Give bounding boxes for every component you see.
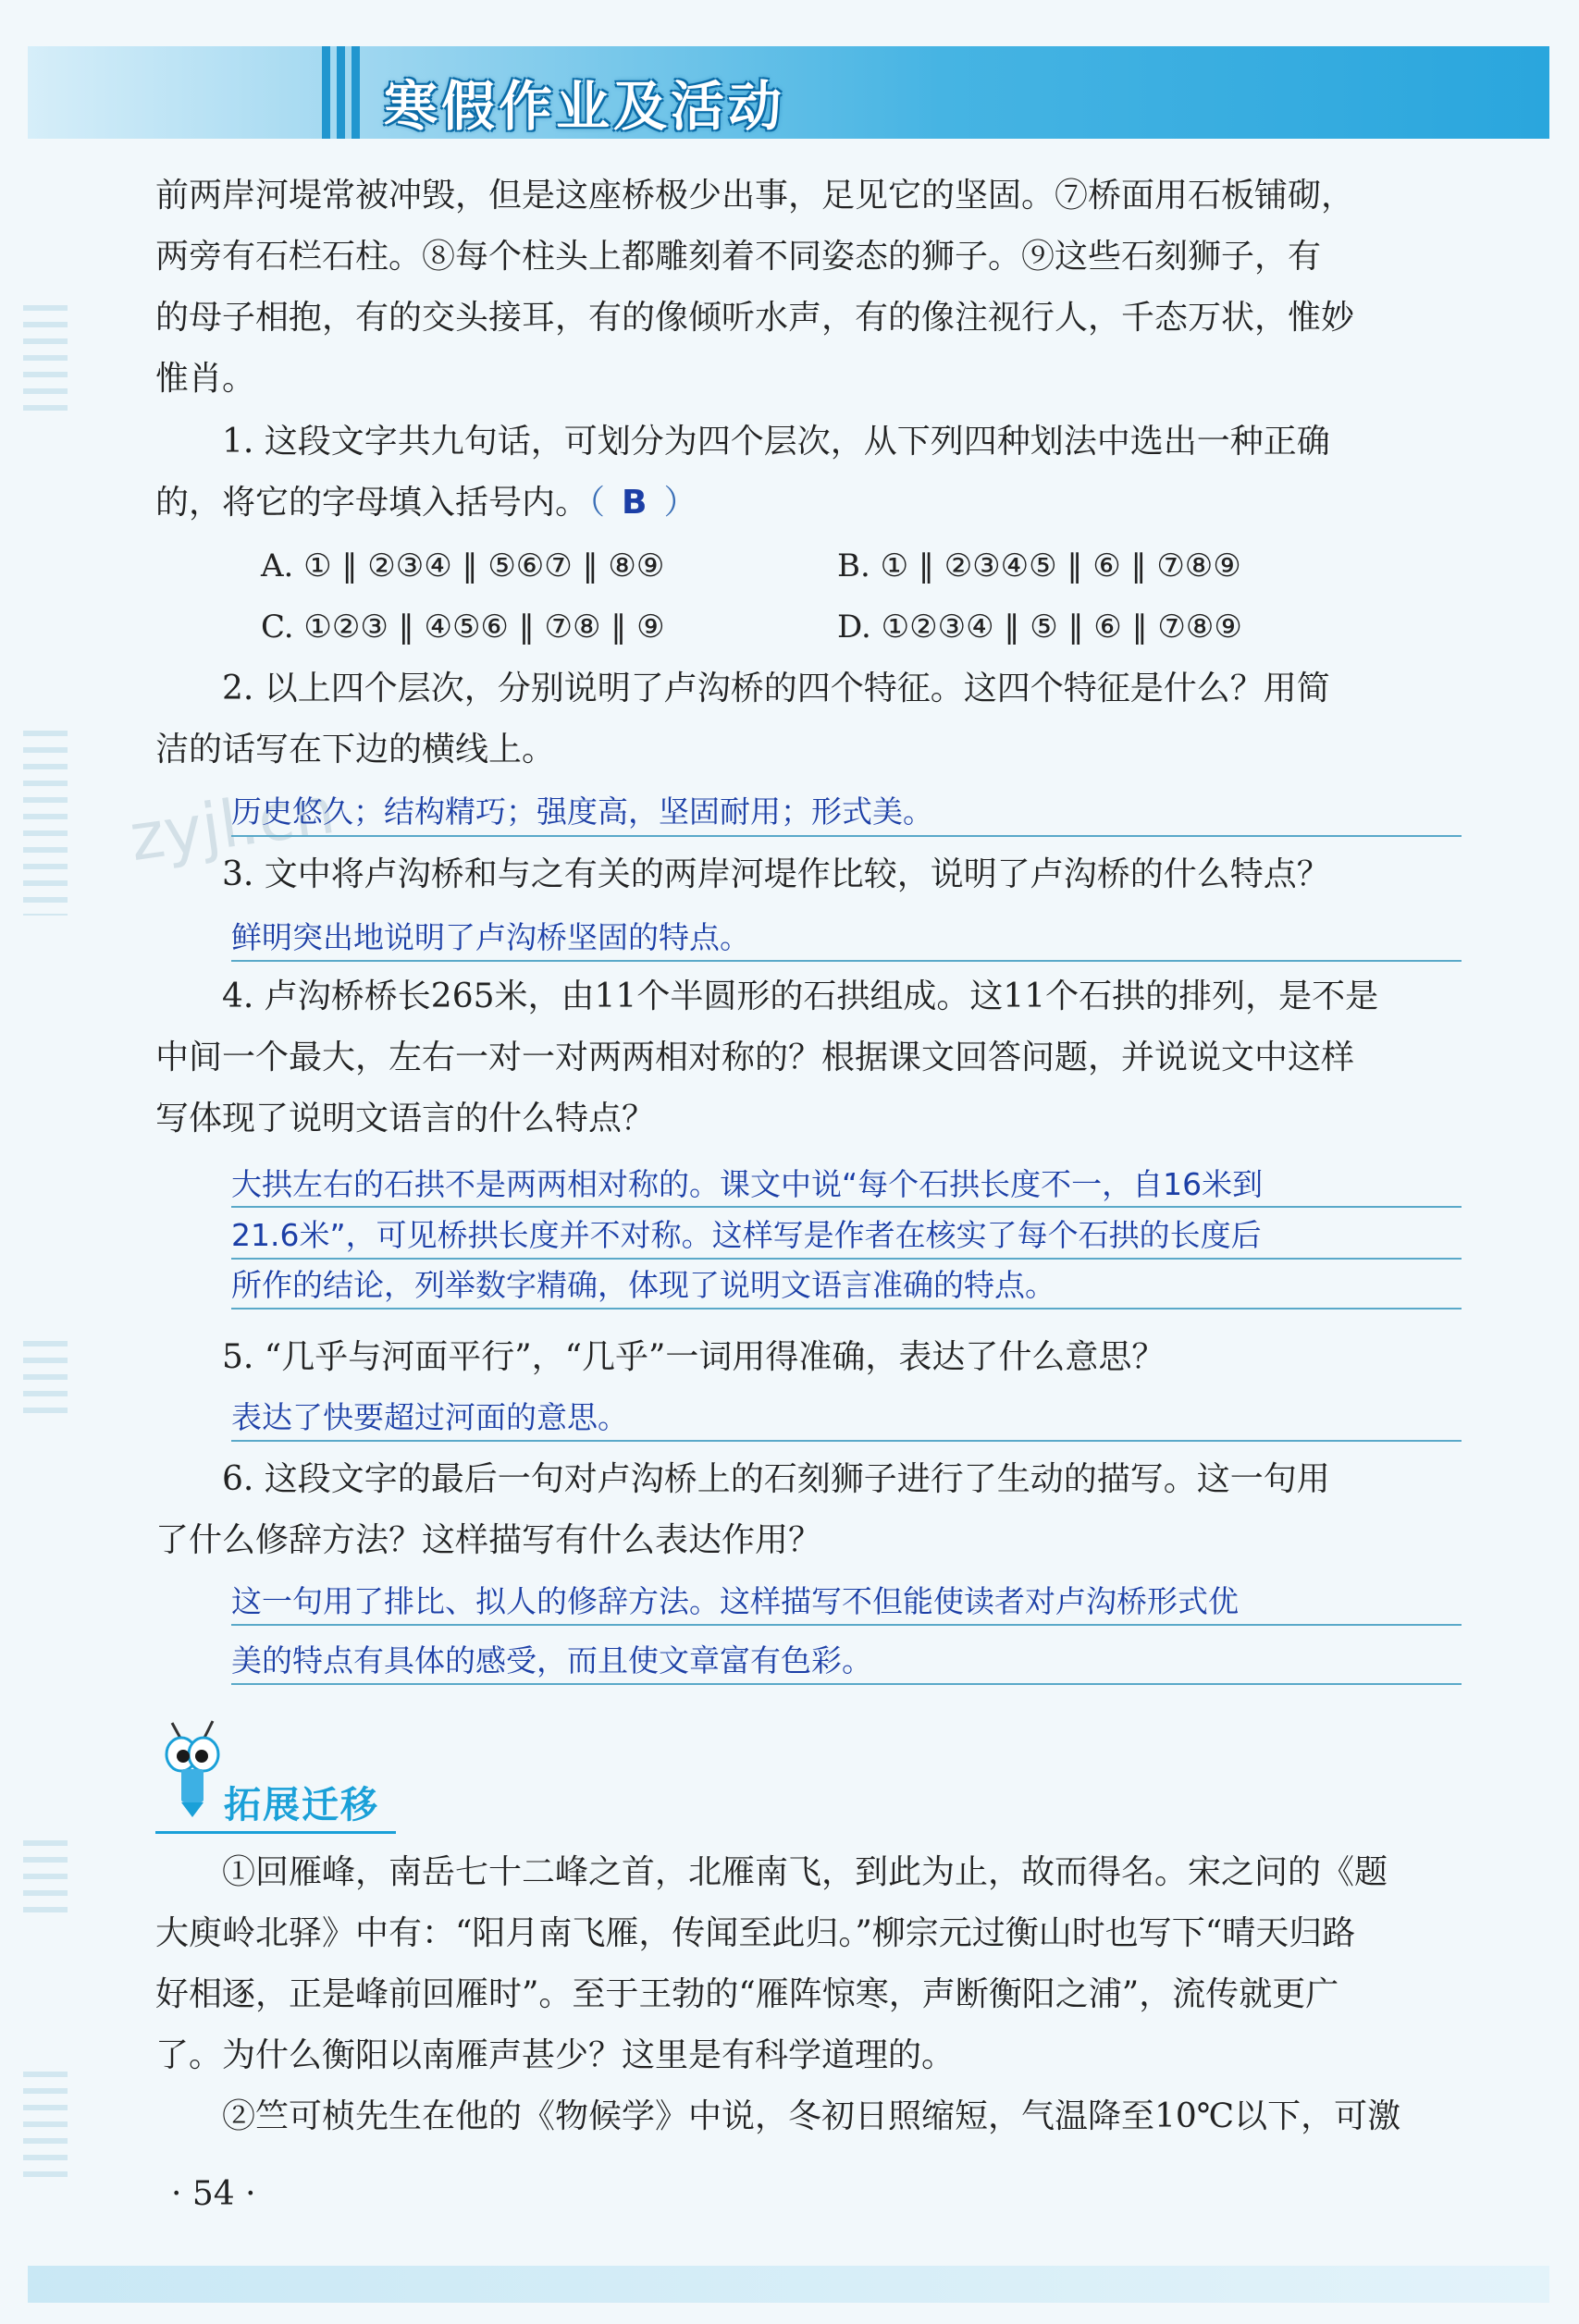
footer-band <box>28 2266 1549 2303</box>
question-5-answer: 表达了快要超过河面的意思。 <box>231 1399 628 1435</box>
question-1-answer: B <box>622 484 648 522</box>
section-rule <box>155 1831 396 1834</box>
header-banner <box>28 46 1549 139</box>
option-d: D. ①②③④ ‖ ⑤ ‖ ⑥ ‖ ⑦⑧⑨ <box>837 609 1242 646</box>
question-6-answer: 这一句用了排比、拟人的修辞方法。这样描写不但能使读者对卢沟桥形式优 <box>231 1583 1239 1619</box>
margin-decoration <box>23 2072 68 2183</box>
extension-line: 了。为什么衡阳以南雁声甚少？这里是有科学道理的。 <box>155 2036 956 2074</box>
question-1-line: 1. 这段文字共九句话，可划分为四个层次，从下列四种划法中选出一种正确 <box>222 423 1330 461</box>
question-3-line: 3. 文中将卢沟桥和与之有关的两岸河堤作比较，说明了卢沟桥的什么特点？ <box>222 855 1330 893</box>
margin-decoration <box>23 305 68 416</box>
answer-rule <box>231 1206 1462 1208</box>
watermark: zyjl.cn <box>125 771 339 877</box>
answer-rule <box>231 835 1462 837</box>
passage-line: 的母子相抱，有的交头接耳，有的像倾听水声，有的像注视行人，千态万状，惟妙 <box>155 299 1355 337</box>
answer-paren-close: ） <box>663 484 697 522</box>
question-2-line: 2. 以上四个层次，分别说明了卢沟桥的四个特征。这四个特征是什么？用简 <box>222 670 1330 707</box>
question-1-prompt: 的，将它的字母填入括号内。 <box>155 484 589 522</box>
question-6-line: 了什么修辞方法？这样描写有什么表达作用？ <box>155 1521 822 1559</box>
question-2-answer: 历史悠久；结构精巧；强度高，坚固耐用；形式美。 <box>231 793 933 830</box>
extension-line: 好相逐，正是峰前回雁时”。至于王勃的“雁阵惊寒，声断衡阳之浦”，流传就更广 <box>155 1975 1339 2013</box>
passage-line: 前两岸河堤常被冲毁，但是这座桥极少出事，足见它的坚固。⑦桥面用石板铺砌， <box>155 177 1355 215</box>
passage-line: 两旁有石栏石柱。⑧每个柱头上都雕刻着不同姿态的狮子。⑨这些石刻狮子，有 <box>155 238 1322 276</box>
answer-rule <box>231 960 1462 962</box>
answer-rule <box>231 1258 1462 1260</box>
answer-rule <box>231 1624 1462 1626</box>
question-1-line <box>155 485 1460 522</box>
question-3-answer: 鲜明突出地说明了卢沟桥坚固的特点。 <box>231 919 750 955</box>
page-title: 寒假作业及活动 <box>384 75 786 138</box>
question-4-line: 中间一个最大，左右一对一对两两相对称的？根据课文回答问题，并说说文中这样 <box>155 1039 1355 1076</box>
option-c: C. ①②③ ‖ ④⑤⑥ ‖ ⑦⑧ ‖ ⑨ <box>261 609 665 646</box>
question-4-line: 4. 卢沟桥桥长265米，由11个半圆形的石拱组成。这11个石拱的排列，是不是 <box>222 978 1379 1015</box>
passage-line: 惟肖。 <box>155 360 256 398</box>
extension-line: ①回雁峰，南岳七十二峰之首，北雁南飞，到此为止，故而得名。宋之问的《题 <box>222 1853 1388 1891</box>
margin-decoration <box>23 731 68 916</box>
margin-decoration <box>23 1341 68 1415</box>
question-4-line: 写体现了说明文语言的什么特点？ <box>155 1100 656 1137</box>
extension-line: 大庾岭北驿》中有：“阳月南飞雁，传闻至此归。”柳宗元过衡山时也写下“晴天归路 <box>155 1914 1356 1952</box>
question-5-line: 5. “几乎与河面平行”，“几乎”一词用得准确，表达了什么意思？ <box>222 1338 1166 1376</box>
margin-decoration <box>23 1840 68 1924</box>
extension-line: ②竺可桢先生在他的《物候学》中说，冬初日照缩短，气温降至10℃以下，可激 <box>222 2097 1401 2135</box>
question-4-answer: 21.6米”，可见桥拱长度并不对称。这样写是作者在核实了每个石拱的长度后 <box>231 1217 1262 1253</box>
option-a: A. ① ‖ ②③④ ‖ ⑤⑥⑦ ‖ ⑧⑨ <box>261 547 665 584</box>
answer-rule <box>231 1440 1462 1442</box>
section-title-extension: 拓展迁移 <box>224 1784 379 1826</box>
option-b: B. ① ‖ ②③④⑤ ‖ ⑥ ‖ ⑦⑧⑨ <box>837 547 1241 584</box>
question-4-answer: 所作的结论，列举数字精确，体现了说明文语言准确的特点。 <box>231 1267 1055 1303</box>
answer-paren-open: （ <box>588 484 606 522</box>
question-6-line: 6. 这段文字的最后一句对卢沟桥上的石刻狮子进行了生动的描写。这一句用 <box>222 1460 1330 1498</box>
question-4-answer: 大拱左右的石拱不是两两相对称的。课文中说“每个石拱长度不一，自16米到 <box>231 1166 1264 1202</box>
pencil-mascot-icon <box>155 1715 229 1817</box>
header-stripes <box>322 46 363 139</box>
question-6-answer: 美的特点有具体的感受，而且使文章富有色彩。 <box>231 1642 872 1678</box>
page-number: · 54 · <box>171 2175 256 2213</box>
answer-rule <box>231 1308 1462 1310</box>
answer-rule <box>231 1683 1462 1685</box>
question-2-line: 洁的话写在下边的横线上。 <box>155 731 556 769</box>
